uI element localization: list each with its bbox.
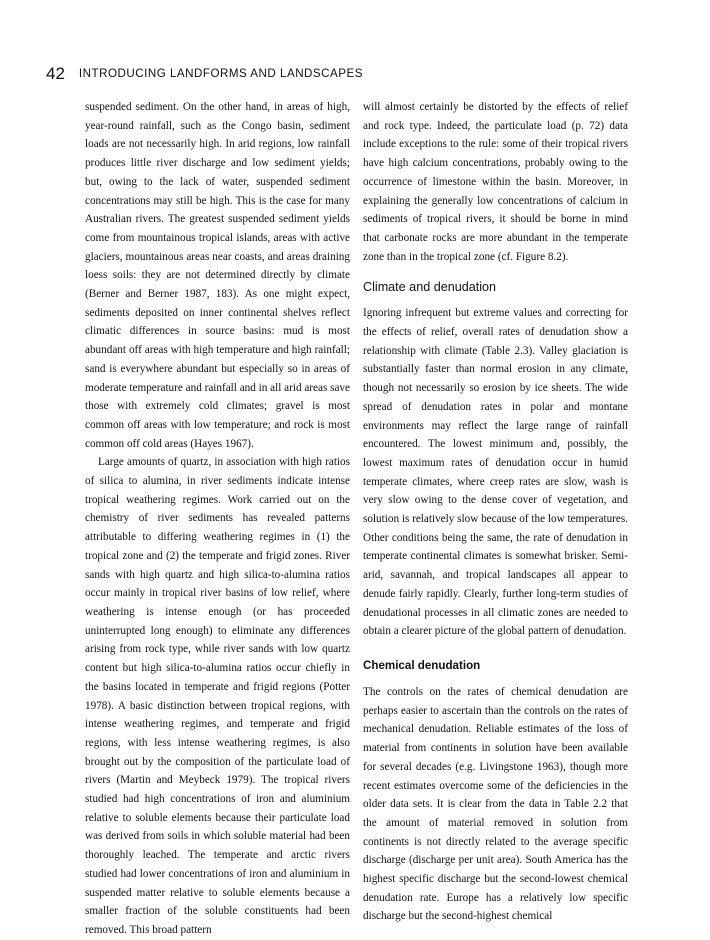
paragraph: suspended sediment. On the other hand, in areas of high, year-round rainfall, such as the Congo basin, sediment loads are not necessarily high. In arid regions, low rainfall produces little river discharge and low sediment yields; but, owing to the lack of water, suspended sediment concentrations may still be high. This is the case for many Australian rivers. The greatest suspended sediment yields come from mountainous tropical islands, areas with active glaciers, mountainous areas near coasts, and areas draining loess soils: they are not determined directly by climate (Berner and Berner 1987, 183). As one might expect, sediments deposited on inner continental shelves reflect climatic differences in source basins: mud is most abundant off areas with high temperature and high rainfall; sand is everywhere abundant but especially so in areas of moderate temperature and rainfall and in all arid areas save those with extremely cold climates; gravel is most common off areas with low temperature; and rock is most common off cold areas (Hayes 1967). (85, 101, 350, 450)
subsection-heading: Chemical denudation (363, 658, 481, 672)
paragraph: Large amounts of quartz, in association with high ratios of silica to alumina, in river sediments indicate intense tropical weathering regimes. Work carried out on the chemistry of river sediments has revealed patterns attributable to differing weathering regimes in (1) the tropical zone and (2) the temperate and frigid zones. River sands with high quartz and high silica-to-alumina ratios occur mainly in tropical river basins of low relief, where weathering is intense enough (or has proceeded uninterrupted long enough) to eliminate any differences arising from rock type, while river sands with low quartz content but high silica-to-alumina ratios occur chiefly in the basins located in temperate and frigid regions (Potter 1978). A basic distinction between tropical regions, with intense weathering regimes, and temperate and frigid regions, with less intense weathering regimes, is also brought out by the composition of the particulate load of rivers (Martin and Meybeck 1979). The tropical rivers studied had high concentrations of iron and aluminium relative to soluble elements because their particulate load was derived from soils in which soluble material had been thoroughly leached. The temperate and arctic rivers studied had lower concentrations of iron and aluminium in suspended matter relative to soluble elements because a smaller fraction of the soluble constituents had been removed. This broad pattern (85, 456, 350, 936)
paragraph: Ignoring infrequent but extreme values and correcting for the effects of relief, overall rates of denudation show a relationship with climate (Table 2.3). Valley glaciation is substantially faster than normal erosion in any climate, though not necessarily so erosion by ice sheets. The wide spread of denudation rates in polar and montane environments may reflect the large range of rainfall encountered. The lowest minimum and, possibly, the lowest maximum rates of denudation occur in humid temperate climates, where creep rates are slow, wash is very slow owing to the dense cover of vegetation, and solution is relatively slow because of the low temperatures. Other conditions being the same, the rate of denudation in temperate continental climates is somewhat brisker. Semi-arid, savannah, and tropical landscapes all appear to denude fairly rapidly. Clearly, further long-term studies of denudational processes in all climatic zones are needed to obtain a clearer picture of the global pattern of denudation. (363, 307, 629, 638)
left-column (85, 98, 350, 940)
running-head (46, 64, 363, 84)
paragraph: The controls on the rates of chemical denudation are perhaps easier to ascertain than the controls on the rates of mechanical denudation. Reliable estimates of the loss of material from continents in solution have been available for several decades (e.g. Livingstone 1963), though more recent estimates overcome some of the deficiencies in the older data sets. It is clear from the data in Table 2.2 that the amount of material removed in solution from continents is not directly related to the average specific discharge (discharge per unit area). South America has the highest specific discharge but the second-lowest chemical denudation rate. Europe has a relatively low specific discharge but the second-highest chemical (363, 685, 628, 923)
section-heading: Climate and denudation (363, 280, 497, 295)
right-column (363, 98, 628, 926)
running-head-title: INTRODUCING LANDFORMS AND LANDSCAPES (78, 67, 363, 80)
page-number: 42 (46, 64, 65, 83)
paragraph: will almost certainly be distorted by the effects of relief and rock type. Indeed, the particulate load (p. 72) data include exceptions to the rule: some of their tropical rivers have high calcium concentrations, probably owing to the occurrence of limestone within the basin. Moreover, in explaining the generally low concentrations of calcium in sediments of tropical rivers, it should be borne in mind that carbonate rocks are more abundant in the temperate zone than in the tropical zone (cf. Figure 8.2). (363, 101, 628, 263)
